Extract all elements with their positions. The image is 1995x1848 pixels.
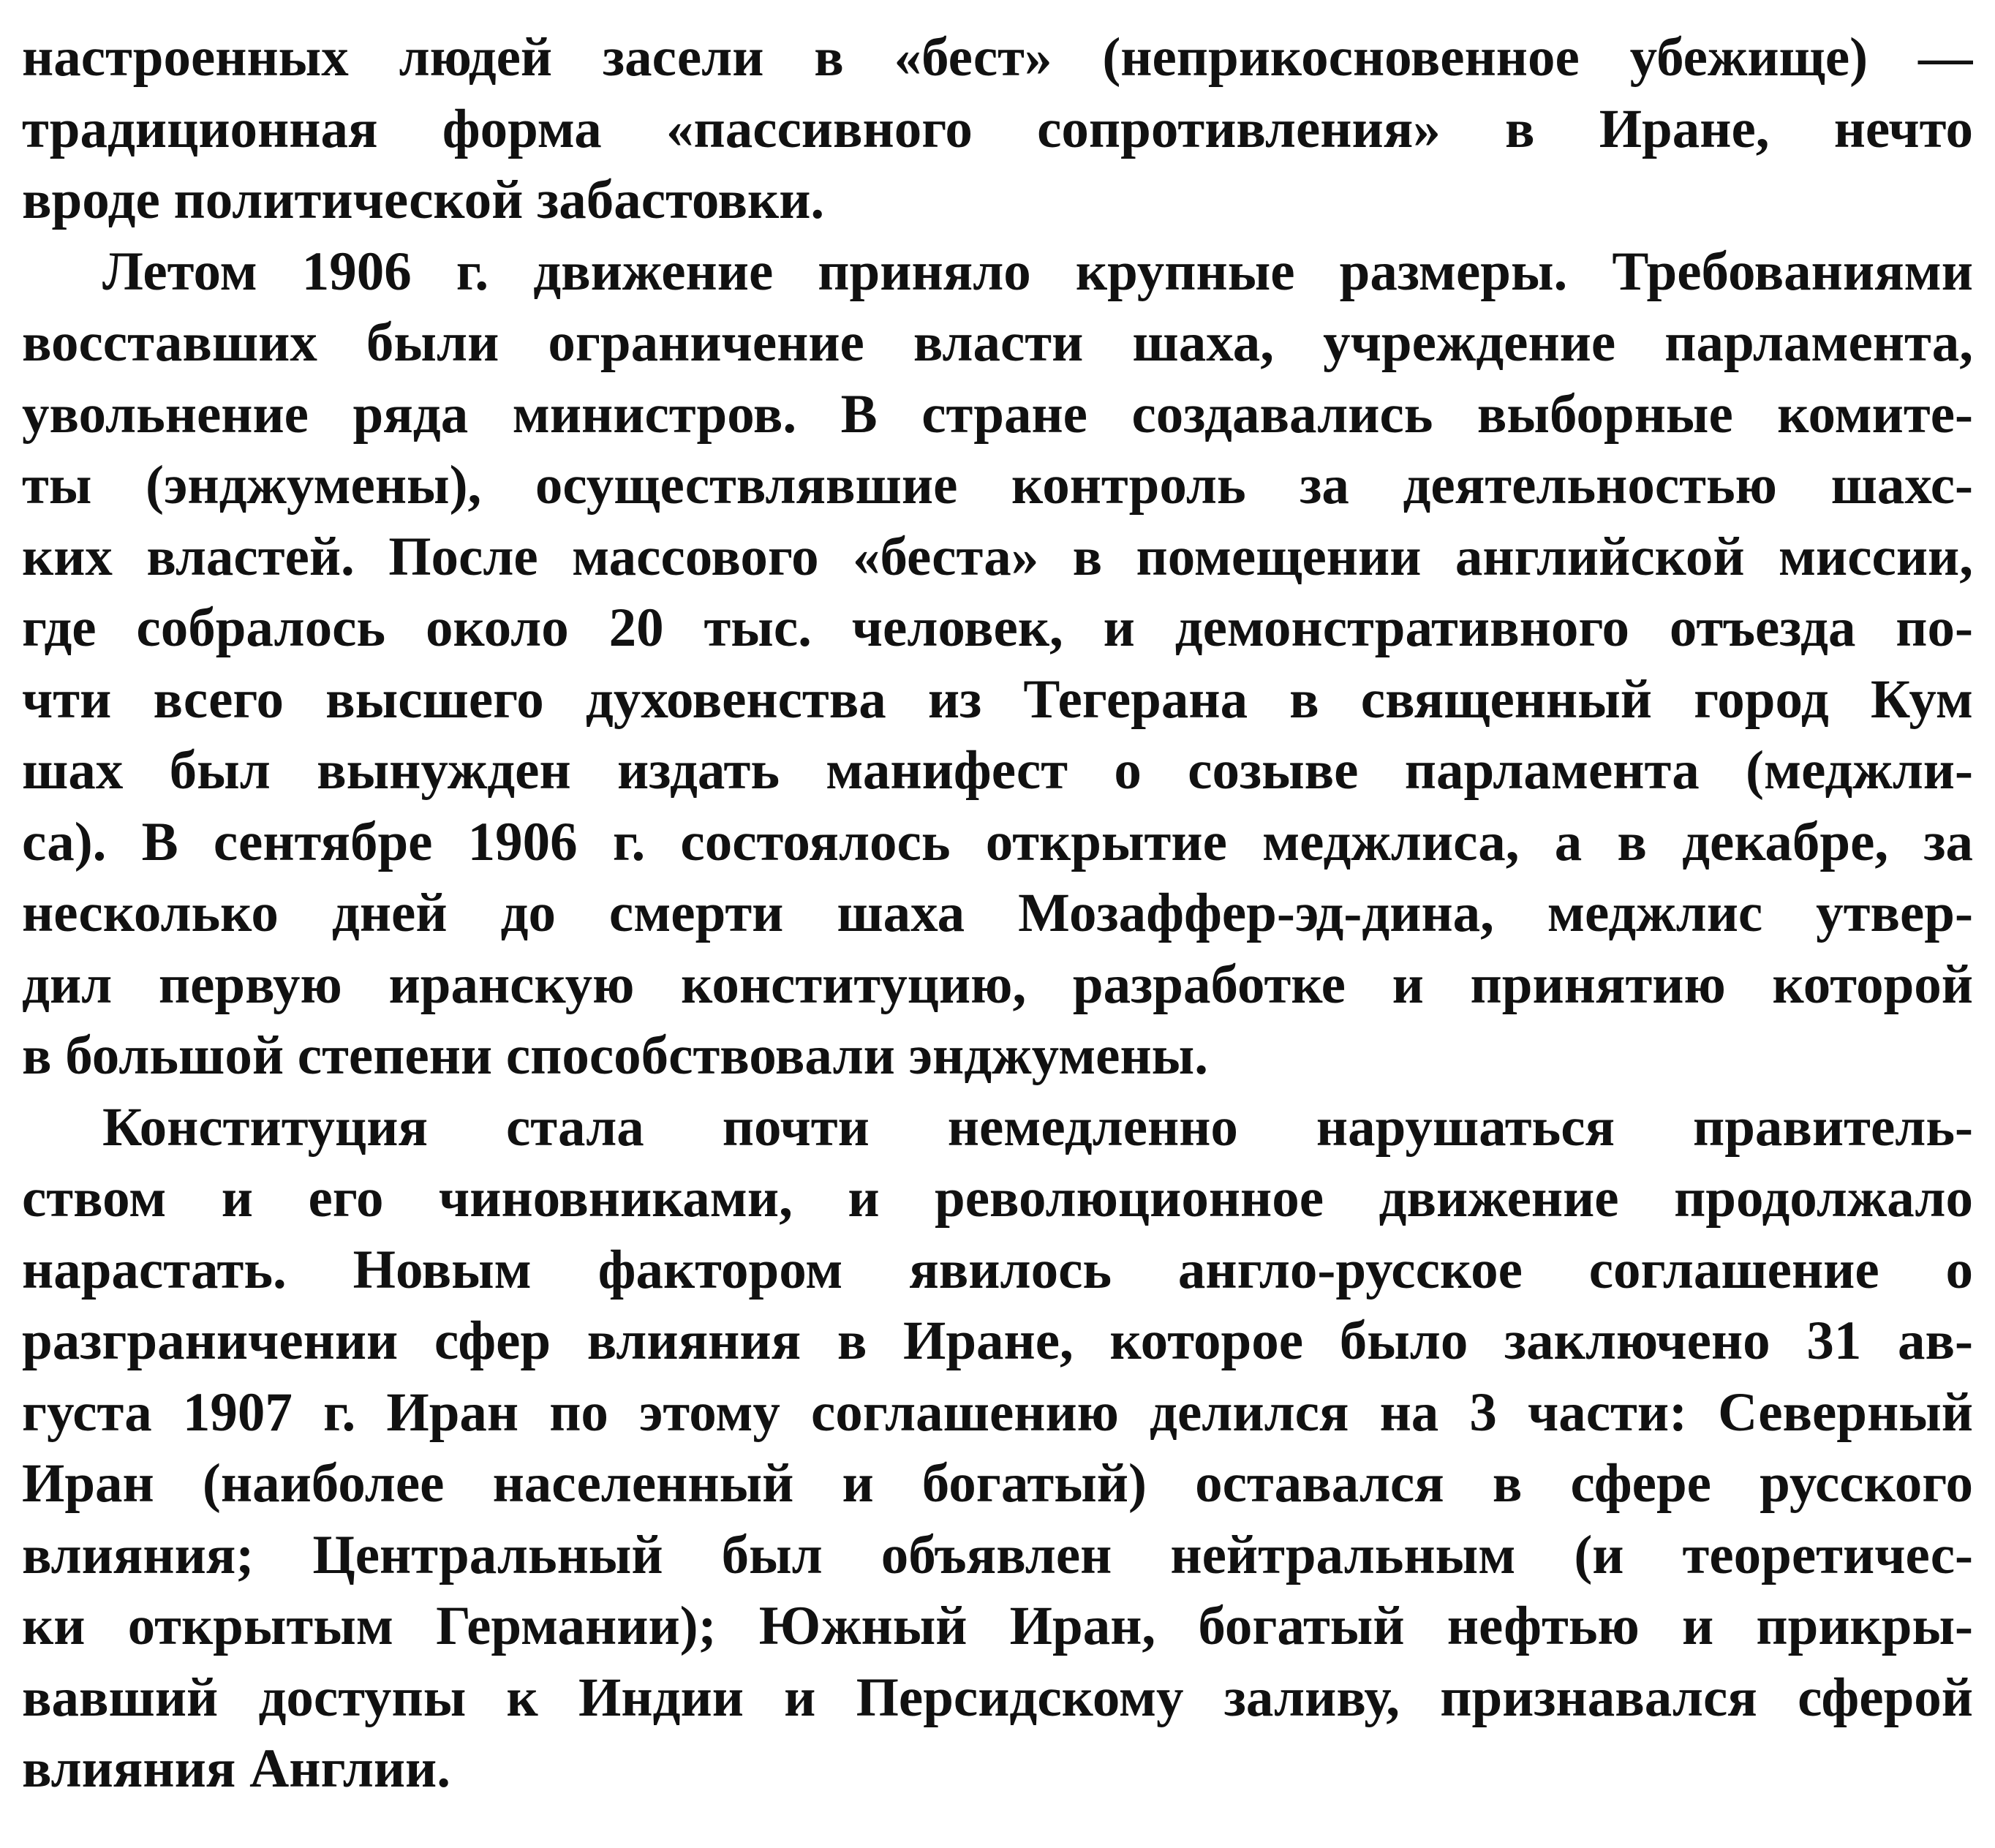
paragraph-first-line: Летом 1906 г. движение приняло крупные размеры. Требованиями [102,241,1973,302]
text-line: вавший доступы к Индии и Персидскому заливу, признавался сферой [22,1667,1973,1728]
text-line: традиционная форма «пассивного сопротивления» в Иране, нечто [22,98,1973,159]
text-line: вроде политической забастовки. [22,170,825,230]
text-line: несколько дней до смерти шаха Мозаффер-эд-дина, меджлис утвер- [22,883,1973,943]
text-line: влияния; Центральный был объявлен нейтральным (и теоретичес- [22,1524,1973,1585]
text-line: ких властей. После массового «беста» в помещении английской миссии, [22,526,1973,587]
text-line: влияния Англии. [22,1738,451,1799]
text-line: увольнение ряда министров. В стране создавались выборные комите- [22,383,1973,445]
text-line: в большой степени способствовали энджумены. [22,1025,1208,1086]
text-line: ки открытым Германии); Южный Иран, богатый нефтью и прикры- [22,1596,1973,1656]
text-line: дил первую иранскую конституцию, разработке и принятию которой [22,954,1973,1015]
text-line: густа 1907 г. Иран по этому соглашению делился на 3 части: Северный [22,1381,1973,1443]
text-line: ты (энджумены), осуществлявшие контроль за деятельностью шахс- [22,455,1973,516]
paragraph-first-line: Конституция стала почти немедленно нарушаться правитель- [102,1096,1973,1158]
text-line: разграничении сфер влияния в Иране, которое было заключено 31 ав- [22,1310,1973,1371]
text-line: настроенных людей засели в «бест» (неприкосновенное убежище) — [22,27,1973,88]
text-line: чти всего высшего духовенства из Тегерана в священный город Кум [22,668,1973,730]
text-line: ством и его чиновниками, и революционное движение продолжало [22,1168,1973,1229]
text-line: нарастать. Новым фактором явилось англо-русское соглашение о [22,1239,1973,1300]
text-line: шах был вынужден издать манифест о созыве парламента (меджли- [22,740,1973,801]
text-line: восставших были ограничение власти шаха, учреждение парламента, [22,312,1973,373]
text-line: са). В сентябре 1906 г. состоялось открытие меджлиса, а в декабре, за [22,811,1973,872]
text-line: где собралось около 20 тыс. человек, и демонстративного отъезда по- [22,597,1973,658]
text-line: Иран (наиболее населенный и богатый) оставался в сфере русского [22,1453,1973,1514]
